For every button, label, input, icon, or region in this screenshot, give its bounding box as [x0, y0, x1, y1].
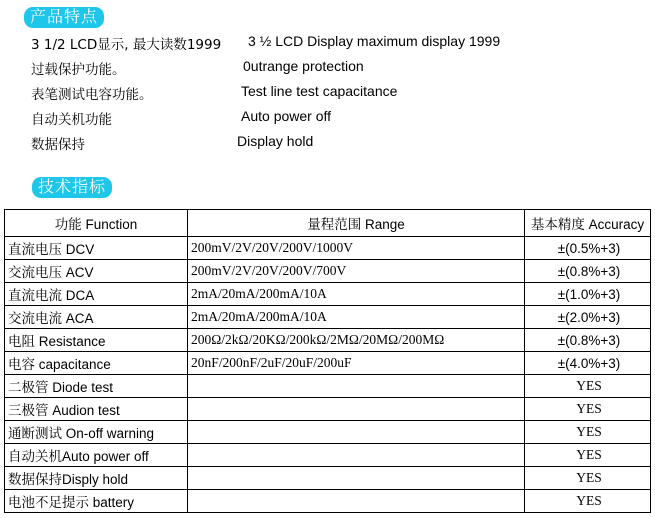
range-cell — [188, 421, 525, 444]
feature-2-cn: 过载保护功能。 — [31, 62, 126, 78]
spec-table-header — [5, 210, 651, 237]
spec-table — [4, 209, 651, 513]
function-cell: 三极管 Audion test — [5, 398, 188, 421]
range-cell: 2mA/20mA/200mA/10A — [188, 283, 525, 306]
table-row — [5, 283, 651, 306]
function-cell: 电容 capacitance — [5, 352, 188, 375]
range-cell: 200mV/2V/20V/200V/700V — [188, 260, 525, 283]
range-cell — [188, 490, 525, 513]
table-row — [5, 237, 651, 260]
header-accuracy: 基本精度 Accuracy — [525, 210, 651, 237]
header-function: 功能 Function — [5, 210, 188, 237]
accuracy-cell: ±(4.0%+3) — [525, 352, 651, 375]
table-row — [5, 352, 651, 375]
range-cell — [188, 467, 525, 490]
table-row — [5, 260, 651, 283]
range-cell — [188, 375, 525, 398]
function-cell: 数据保持Disply hold — [5, 467, 188, 490]
function-cell: 自动关机Auto power off — [5, 444, 188, 467]
table-row — [5, 444, 651, 467]
function-cell: 直流电流 DCA — [5, 283, 188, 306]
feature-3-en: Test line test capacitance — [241, 83, 398, 99]
features-heading: 产品特点 — [24, 7, 104, 28]
range-cell — [188, 398, 525, 421]
function-cell: 通断测试 On-off warning — [5, 421, 188, 444]
accuracy-cell: YES — [525, 398, 651, 421]
feature-5-en: Display hold — [237, 133, 314, 149]
function-cell: 交流电流 ACA — [5, 306, 188, 329]
accuracy-cell: YES — [525, 490, 651, 513]
range-cell — [188, 444, 525, 467]
function-cell: 交流电压 ACV — [5, 260, 188, 283]
function-cell: 二极管 Diode test — [5, 375, 188, 398]
feature-2-en: 0utrange protection — [243, 58, 364, 74]
table-row — [5, 421, 651, 444]
table-row — [5, 306, 651, 329]
function-cell: 电池不足提示 battery — [5, 490, 188, 513]
accuracy-cell: ±(0.8%+3) — [525, 329, 651, 352]
accuracy-cell: ±(0.8%+3) — [525, 260, 651, 283]
table-row — [5, 375, 651, 398]
range-cell: 20nF/200nF/2uF/20uF/200uF — [188, 352, 525, 375]
table-row — [5, 398, 651, 421]
function-cell: 直流电压 DCV — [5, 237, 188, 260]
feature-5-cn: 数据保持 — [31, 137, 85, 153]
range-cell: 200mV/2V/20V/200V/1000V — [188, 237, 525, 260]
header-range: 量程范围 Range — [188, 210, 525, 237]
feature-3-cn: 表笔测试电容功能。 — [31, 87, 153, 103]
table-row — [5, 467, 651, 490]
accuracy-cell: ±(0.5%+3) — [525, 237, 651, 260]
accuracy-cell: YES — [525, 421, 651, 444]
feature-4-cn: 自动关机功能 — [31, 112, 112, 128]
range-cell: 200Ω/2kΩ/20KΩ/200kΩ/2MΩ/20MΩ/200MΩ — [188, 329, 525, 352]
feature-1-en: 3 ½ LCD Display maximum display 1999 — [248, 33, 501, 49]
accuracy-cell: YES — [525, 375, 651, 398]
accuracy-cell: ±(2.0%+3) — [525, 306, 651, 329]
table-row — [5, 329, 651, 352]
feature-1-cn: 3 1/2 LCD显示, 最大读数1999 — [31, 37, 222, 53]
function-cell: 电阻 Resistance — [5, 329, 188, 352]
range-cell: 2mA/20mA/200mA/10A — [188, 306, 525, 329]
accuracy-cell: YES — [525, 444, 651, 467]
accuracy-cell: YES — [525, 467, 651, 490]
table-row — [5, 490, 651, 513]
spec-heading: 技术指标 — [32, 177, 112, 198]
feature-4-en: Auto power off — [241, 108, 332, 124]
accuracy-cell: ±(1.0%+3) — [525, 283, 651, 306]
